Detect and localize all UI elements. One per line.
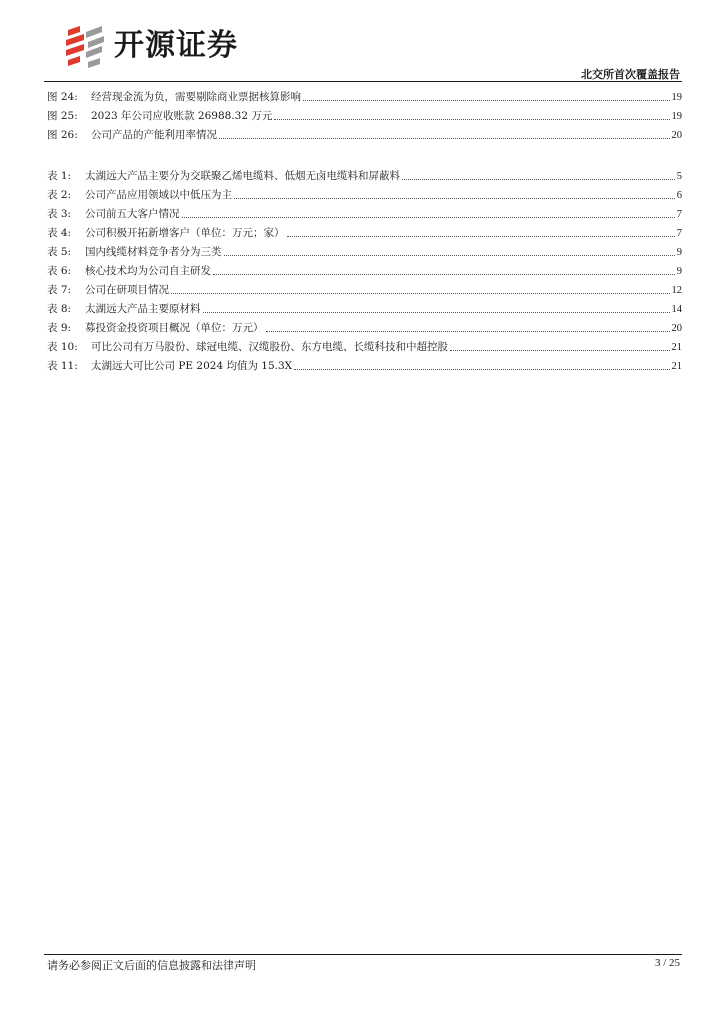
dot-leader [450, 350, 670, 351]
entry-title: 可比公司有万马股份、球冠电缆、汉缆股份、东方电缆、长缆科技和中超控股 [91, 341, 448, 353]
dot-leader [402, 179, 675, 180]
report-type-label: 北交所首次覆盖报告 [581, 68, 680, 81]
entry-number: 表 8: [47, 303, 72, 315]
toc-entry-table[interactable] [47, 167, 682, 186]
entry-page: 19 [671, 111, 682, 122]
toc-entry-table[interactable] [47, 357, 682, 376]
toc-entry-table[interactable] [47, 281, 682, 300]
toc-entry-figure[interactable] [47, 88, 682, 107]
entry-title: 经营现金流为负，需要剔除商业票据核算影响 [91, 91, 301, 103]
entry-page: 20 [671, 323, 682, 334]
entry-number: 表 1: [47, 170, 72, 182]
dot-leader [234, 198, 675, 199]
entry-number: 表 6: [47, 265, 72, 277]
entry-number: 表 4: [47, 227, 72, 239]
entry-page: 6 [676, 190, 682, 201]
entry-title: 公司积极开拓新增客户（单位：万元；家） [85, 227, 285, 239]
entry-page: 21 [671, 361, 682, 372]
entry-page: 9 [676, 266, 682, 277]
entry-page: 7 [676, 209, 682, 220]
entry-page: 7 [676, 228, 682, 239]
entry-page: 5 [676, 171, 682, 182]
dot-leader [224, 255, 675, 256]
entry-number: 图 25: [47, 110, 78, 122]
page-number: 3 / 25 [654, 957, 680, 969]
dot-leader [219, 138, 670, 139]
entry-title: 太湖远大可比公司 PE 2024 均值为 15.3X [91, 360, 293, 372]
entry-number: 图 24: [47, 91, 78, 103]
company-logo [62, 24, 262, 68]
dot-leader [303, 100, 670, 101]
entry-number: 表 9: [47, 322, 72, 334]
entry-number: 表 7: [47, 284, 72, 296]
dot-leader [274, 119, 669, 120]
entry-title: 公司产品应用领域以中低压为主 [85, 189, 232, 201]
entry-number: 表 10: [47, 341, 78, 353]
disclaimer-note: 请务必参阅正文后面的信息披露和法律声明 [47, 959, 256, 972]
toc-entry-table[interactable] [47, 243, 682, 262]
dot-leader [294, 369, 669, 370]
toc-entry-figure[interactable] [47, 126, 682, 145]
entry-page: 21 [671, 342, 682, 353]
toc-entry-table[interactable] [47, 319, 682, 338]
entry-page: 9 [676, 247, 682, 258]
toc-entry-table[interactable] [47, 338, 682, 357]
entry-number: 表 2: [47, 189, 72, 201]
dot-leader [213, 274, 675, 275]
entry-title: 核心技术均为公司自主研发 [85, 265, 211, 277]
entry-title: 2023 年公司应收账款 26988.32 万元 [91, 110, 273, 122]
entry-page: 19 [671, 92, 682, 103]
entry-number: 表 3: [47, 208, 72, 220]
footer-divider [44, 954, 682, 955]
dot-leader [287, 236, 675, 237]
entry-page: 14 [671, 304, 682, 315]
entry-title: 公司产品的产能利用率情况 [91, 129, 217, 141]
entry-title: 公司前五大客户情况 [85, 208, 180, 220]
toc-entry-table[interactable] [47, 186, 682, 205]
toc-entry-table[interactable] [47, 262, 682, 281]
page-header [0, 0, 724, 84]
toc-entry-table[interactable] [47, 205, 682, 224]
kaiyuan-logo-icon [62, 24, 108, 68]
entry-title: 太湖远大产品主要原材料 [85, 303, 201, 315]
entry-title: 太湖远大产品主要分为交联聚乙烯电缆料、低烟无卤电缆料和屏蔽料 [85, 170, 400, 182]
toc-entry-figure[interactable] [47, 107, 682, 126]
dot-leader [203, 312, 670, 313]
entry-title: 国内线缆材料竞争者分为三类 [85, 246, 222, 258]
logo-text: 开源证券 [114, 28, 238, 63]
entry-title: 公司在研项目情况 [85, 284, 169, 296]
dot-leader [171, 293, 670, 294]
figure-list [47, 88, 682, 145]
entry-number: 表 11: [47, 360, 78, 372]
dot-leader [266, 331, 670, 332]
entry-number: 图 26: [47, 129, 78, 141]
entry-number: 表 5: [47, 246, 72, 258]
table-list [47, 167, 682, 376]
header-divider [44, 81, 682, 82]
entry-title: 募投资金投资项目概况（单位：万元） [85, 322, 264, 334]
toc-entry-table[interactable] [47, 300, 682, 319]
entry-page: 20 [671, 130, 682, 141]
dot-leader [182, 217, 675, 218]
entry-page: 12 [671, 285, 682, 296]
toc-entry-table[interactable] [47, 224, 682, 243]
